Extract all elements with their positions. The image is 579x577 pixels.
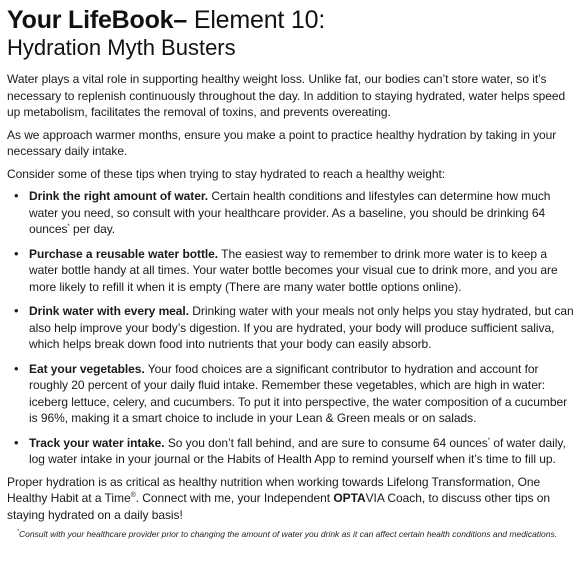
intro-paragraph-3: Consider some of these tips when trying to stay hydrated to reach a healthy weight: [7,166,446,181]
tip-lead: Purchase a reusable water bottle. [29,246,219,261]
page-subtitle: Hydration Myth Busters [7,35,236,60]
footnote-marker: * [487,437,491,444]
registered-mark: ® [130,492,136,499]
tip-lead: Eat your vegetables. [29,361,145,376]
closing-text: . Connect with me, your Independent [135,491,334,505]
title-bold: Your LifeBook [7,6,174,34]
tip-text: The easiest way to remember to drink more water is to keep a water bottle handy at all times. Your water bottle becomes your visual cue to drink more, and you are more likely to refill it when it is empty (There are many water bottle options online). [29,246,558,294]
bullet-icon: • [14,245,19,261]
bullet-icon: • [14,303,19,318]
footnote-text: Consult with your healthcare provider prior to changing the amount of water you drink as it can affect certain health conditions and medications. [18,529,558,539]
brand-name-rest: VIA [365,491,385,505]
tip-text: Drinking water with your meals not only helps you stay hydrated, but can also help improve your body’s digestion. If you are hydrated, your body will produce sufficient saliva, which helps break down food into nutrients that your body can easily absorb. [29,304,574,351]
list-item [7,303,575,353]
tip-lead: Track your water intake. [29,435,165,450]
title-dash: – [173,6,188,34]
document-page [7,6,575,529]
tip-text: So you don’t fall behind, and are sure to consume 64 ounces [164,435,488,450]
tips-list [7,188,575,468]
list-item [7,361,575,427]
tip-lead: Drink the right amount of water. [29,189,209,203]
list-item [7,246,575,296]
footnote-marker: * [67,224,70,230]
footnote-marker: * [17,529,19,536]
tip-lead: Drink water with every meal. [29,304,190,318]
bullet-icon: • [14,360,19,376]
footnote [17,529,562,541]
tip-text: of water daily, log water intake in your journal or the Habits of Health App to remind yourself when it’s time to fill up. [29,435,566,466]
intro-paragraph-1: Water plays a vital role in supporting healthy weight loss. Unlike fat, our bodies can’t store water, so it’s necessary to replenish continuously throughout the day. In addition to staying hydrated, water helps speed up metabolism, facilitates the removal of toxins, and prevents overeating. [7,72,566,119]
list-item [7,435,575,468]
tip-text: Your food choices are a significant contributor to hydration and account for roughly 20 percent of your daily fluid intake. Remember these vegetables, which are high in water: iceberg lettuce, celery, and cucumbers. To put it into perspective, the water composition of a cucumber is 96%, making it a smart choice to include in your Lean & Green meals or on salads. [29,361,568,425]
bullet-icon: • [14,434,19,450]
title-rest: Element 10: [187,6,326,34]
tip-text: Certain health conditions and lifestyles can determine how much water you need, so consult with your healthcare provider. As a baseline, you should be drinking 64 ounces [29,189,551,236]
tip-text: per day. [69,222,116,236]
brand-name-bold: OPTA [333,491,366,505]
closing-text: Coach, to discuss other tips on staying hydrated on a daily basis! [7,491,550,522]
closing-text: Proper hydration is as critical as healthy nutrition when working towards Lifelong Transformation, One Healthy Habit at a Time [7,474,541,505]
closing-paragraph [7,474,575,524]
list-item [7,188,575,238]
page-title [7,6,575,35]
bullet-icon: • [14,188,19,203]
intro-paragraph-2: As we approach warmer months, ensure you make a point to practice healthy hydration by taking in your necessary daily intake. [7,127,557,158]
